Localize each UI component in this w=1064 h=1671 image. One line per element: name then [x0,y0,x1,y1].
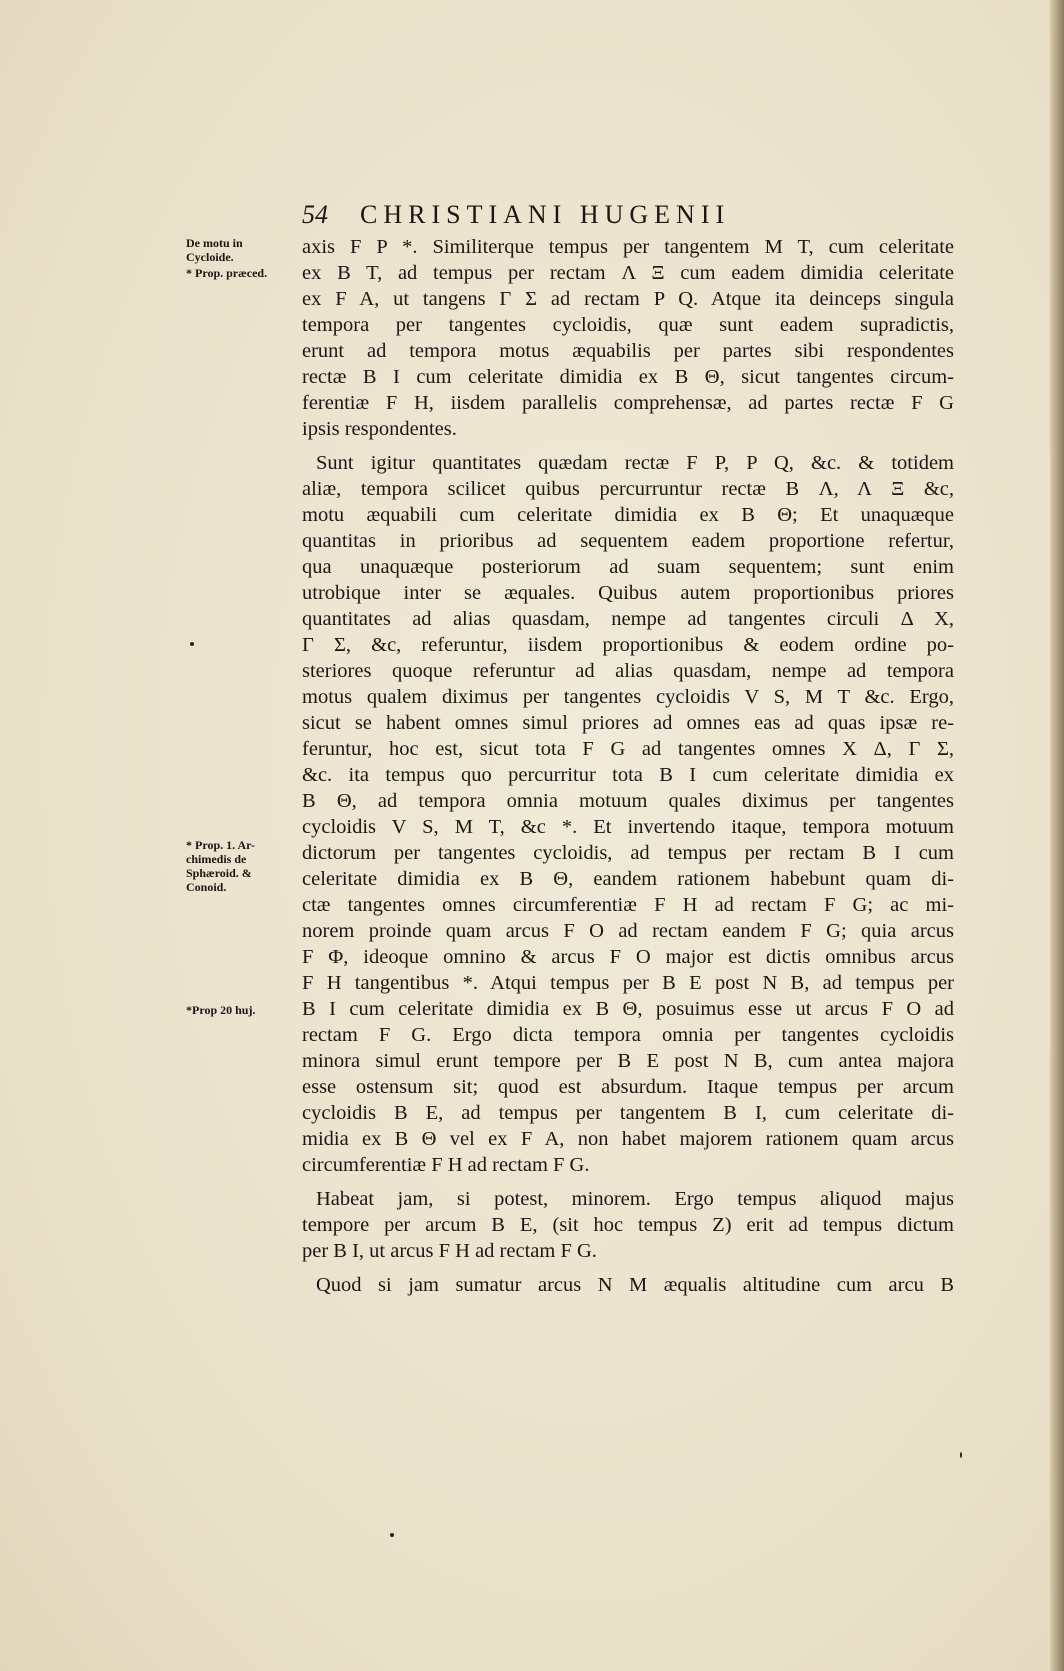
text-line: per B I, ut arcus F H ad rectam F G. [302,1240,597,1262]
text-line: tempore per arcum B E, (sit hoc tempus Z) erit ad tempus dictum [302,1214,954,1236]
paragraph-2 [302,450,954,1178]
text-line: celeritate dimidia ex B Θ, eandem rationem habebunt quam di- [302,868,954,890]
main-text [302,234,954,1298]
text-line: aliæ, tempora scilicet quibus percurruntur rectæ B Λ, Λ Ξ &c, [302,478,954,500]
text-line: rectæ B I cum celeritate dimidia ex B Θ, sicut tangentes circum- [302,366,954,388]
text-line: B I cum celeritate dimidia ex B Θ, posuimus esse ut arcus F O ad [302,998,954,1020]
text-line: B Θ, ad tempora omnia motuum quales diximus per tangentes [302,790,954,812]
text-line: utrobique inter se æquales. Quibus autem proportionibus priores [302,582,954,604]
text-line: esse ostensum sit; quod est absurdum. Itaque tempus per arcum [302,1076,954,1098]
text-line: quantitates ad alias quasdam, nempe ad tangentes circuli Δ X, [302,608,954,630]
text-line: circumferentiæ F H ad rectam F G. [302,1154,590,1176]
paragraph-3 [302,1186,954,1264]
page-gutter-shadow [1050,0,1064,1671]
text-line: dictorum per tangentes cycloidis, ad tempus per rectam B I cum [302,842,954,864]
text-line: ipsis respondentes. [302,418,457,440]
text-line: F Φ, ideoque omnino & arcus F O major est dictis omnibus arcus [302,946,954,968]
text-line: ex B T, ad tempus per rectam Λ Ξ cum eadem dimidia celeritate [302,262,954,284]
text-line: ferentiæ F H, iisdem parallelis comprehensæ, ad partes rectæ F G [302,392,954,414]
text-line: steriores quoque referuntur ad alias quasdam, nempe ad tempora [302,660,954,682]
text-line: motu æquabili cum celeritate dimidia ex B Θ; Et unaquæque [302,504,954,526]
text-line: midia ex B Θ vel ex F A, non habet majorem rationem quam arcus [302,1128,954,1150]
text-line: axis F P *. Similiterque tempus per tangentem M T, cum celeritate [302,236,954,258]
paper-speck [390,1533,394,1537]
text-line: minora simul erunt tempore per B E post N B, cum antea majora [302,1050,954,1072]
paragraph-4 [302,1272,954,1298]
paper-speck [190,642,194,646]
text-line: sicut se habent omnes simul priores ad omnes eas ad quas ipsæ re- [302,712,954,734]
text-line: Sunt igitur quantitates quædam rectæ F P, P Q, &c. & totidem [316,452,954,474]
text-line: &c. ita tempus quo percurritur tota B I cum celeritate dimidia ex [302,764,954,786]
page-number: 54 [302,200,328,229]
text-line: feruntur, hoc est, sicut tota F G ad tangentes omnes X Δ, Γ Σ, [302,738,954,760]
paper-speck [960,1452,962,1458]
text-line: Quod si jam sumatur arcus N M æqualis altitudine cum arcu B [316,1274,954,1296]
text-line: norem proinde quam arcus F O ad rectam eandem F G; quia arcus [302,920,954,942]
text-line: tempora per tangentes cycloidis, quæ sunt eadem supradictis, [302,314,954,336]
text-line: erunt ad tempora motus æquabilis per partes sibi respondentes [302,340,954,362]
text-line: cycloidis V S, M T, &c *. Et invertendo itaque, tempora motuum [302,816,954,838]
running-title: CHRISTIANI HUGENII [360,200,731,229]
text-line: quantitas in prioribus ad sequentem eadem proportione refertur, [302,530,954,552]
text-line: cycloidis B E, ad tempus per tangentem B I, cum celeritate di- [302,1102,954,1124]
margin-note-archimedes: * Prop. 1. Ar- chimedis de Sphæroid. & Conoid. [186,838,255,894]
text-line: ctæ tangentes omnes circumferentiæ F H ad rectam F G; ac mi- [302,894,954,916]
margin-note-prop-20: *Prop 20 huj. [186,1003,256,1017]
text-line: motus qualem diximus per tangentes cycloidis V S, M T &c. Ergo, [302,686,954,708]
text-line: Γ Σ, &c, referuntur, iisdem proportionibus & eodem ordine po- [302,634,954,656]
margin-heading: De motu in Cycloide. [186,236,243,264]
margin-note-prop-praeced: * Prop. præced. [186,266,268,280]
text-line: qua unaquæque posteriorum ad suam sequentem; sunt enim [302,556,954,578]
text-line: Habeat jam, si potest, minorem. Ergo tempus aliquod majus [316,1188,954,1210]
text-line: ex F A, ut tangens Γ Σ ad rectam P Q. Atque ita deinceps singula [302,288,954,310]
text-line: F H tangentibus *. Atqui tempus per B E post N B, ad tempus per [302,972,954,994]
text-line: rectam F G. Ergo dicta tempora omnia per tangentes cycloidis [302,1024,954,1046]
paragraph-1 [302,234,954,442]
running-header [302,200,862,234]
